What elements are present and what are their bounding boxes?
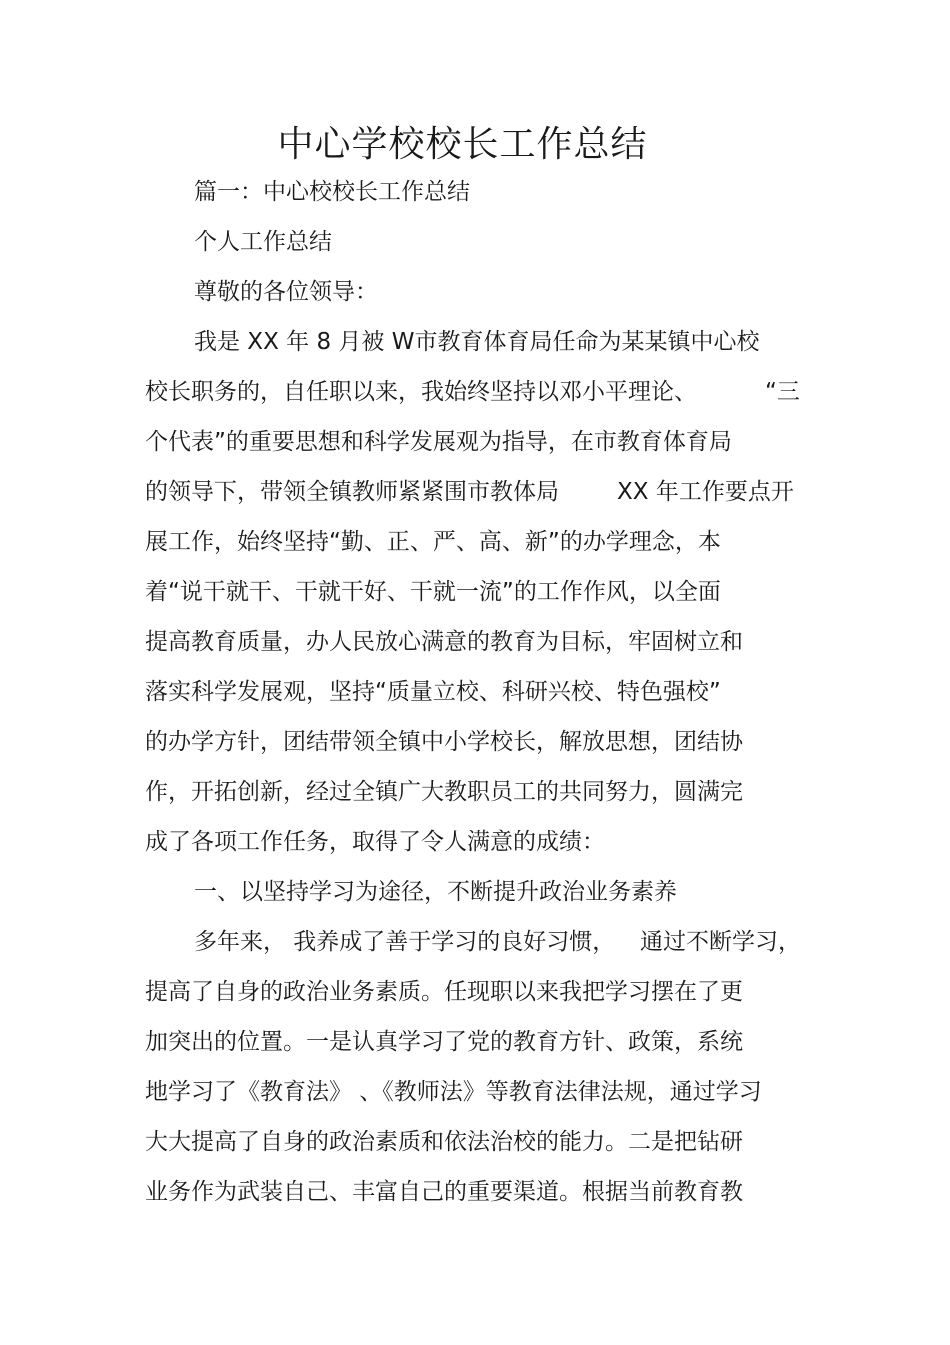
- paragraph-line: 成了各项工作任务，取得了令人满意的成绩：: [145, 829, 605, 855]
- document-title: 中心学校校长工作总结: [277, 124, 648, 165]
- paragraph-line: 作，开拓创新，经过全镇广大教职员工的共同努力，圆满完: [145, 779, 743, 805]
- paragraph-line-part: “三: [765, 379, 800, 405]
- report-heading: 个人工作总结: [194, 229, 332, 255]
- paragraph-line: 加突出的位置。一是认真学习了党的教育方针、政策，系统: [145, 1029, 743, 1055]
- section-heading: 一、以坚持学习为途径，不断提升政治业务素养: [194, 879, 677, 905]
- paragraph-line: 提高了自身的政治业务素质。任现职以来我把学习摆在了更: [145, 979, 743, 1005]
- paragraph-line-part: 校长职务的，自任职以来，我始终坚持以邓小平理论、: [145, 379, 697, 405]
- paragraph-line: 业务作为武装自己、丰富自己的重要渠道。根据当前教育教: [145, 1179, 743, 1205]
- salutation: 尊敬的各位领导：: [194, 279, 378, 305]
- paragraph-line: 多年来， 我养成了善于学习的良好习惯，: [194, 929, 616, 955]
- paragraph-line: 落实科学发展观，坚持“质量立校、科研兴校、特色强校”: [145, 679, 721, 705]
- paragraph-line: 我是 XX 年 8 月被 W市教育体育局任命为某某镇中心校: [194, 329, 760, 355]
- paragraph-line: 展工作，始终坚持“勤、正、严、高、新”的办学理念，本: [145, 529, 721, 555]
- paragraph-line: [145, 376, 697, 408]
- paragraph-line-part: 通过不断学习，: [640, 929, 801, 955]
- paragraph-line: 的领导下，带领全镇教师紧紧围市教体局: [145, 479, 559, 505]
- paragraph-line: 提高教育质量，办人民放心满意的教育为目标，牢固树立和: [145, 629, 743, 655]
- section-subtitle: 篇一：中心校校长工作总结: [194, 179, 470, 205]
- paragraph-line: 个代表”的重要思想和科学发展观为指导，在市教育体育局: [145, 429, 732, 455]
- paragraph-line-part: XX 年工作要点开: [617, 479, 794, 505]
- paragraph-line: 大大提高了自身的政治素质和依法治校的能力。二是把钻研: [145, 1129, 743, 1155]
- paragraph-line: 地学习了《教育法》 、《教师法》等教育法律法规，通过学习: [145, 1079, 762, 1105]
- paragraph-line: 的办学方针，团结带领全镇中小学校长，解放思想，团结协: [145, 729, 743, 755]
- paragraph-line: 着“说干就干、干就干好、干就一流”的工作作风，以全面: [145, 579, 721, 605]
